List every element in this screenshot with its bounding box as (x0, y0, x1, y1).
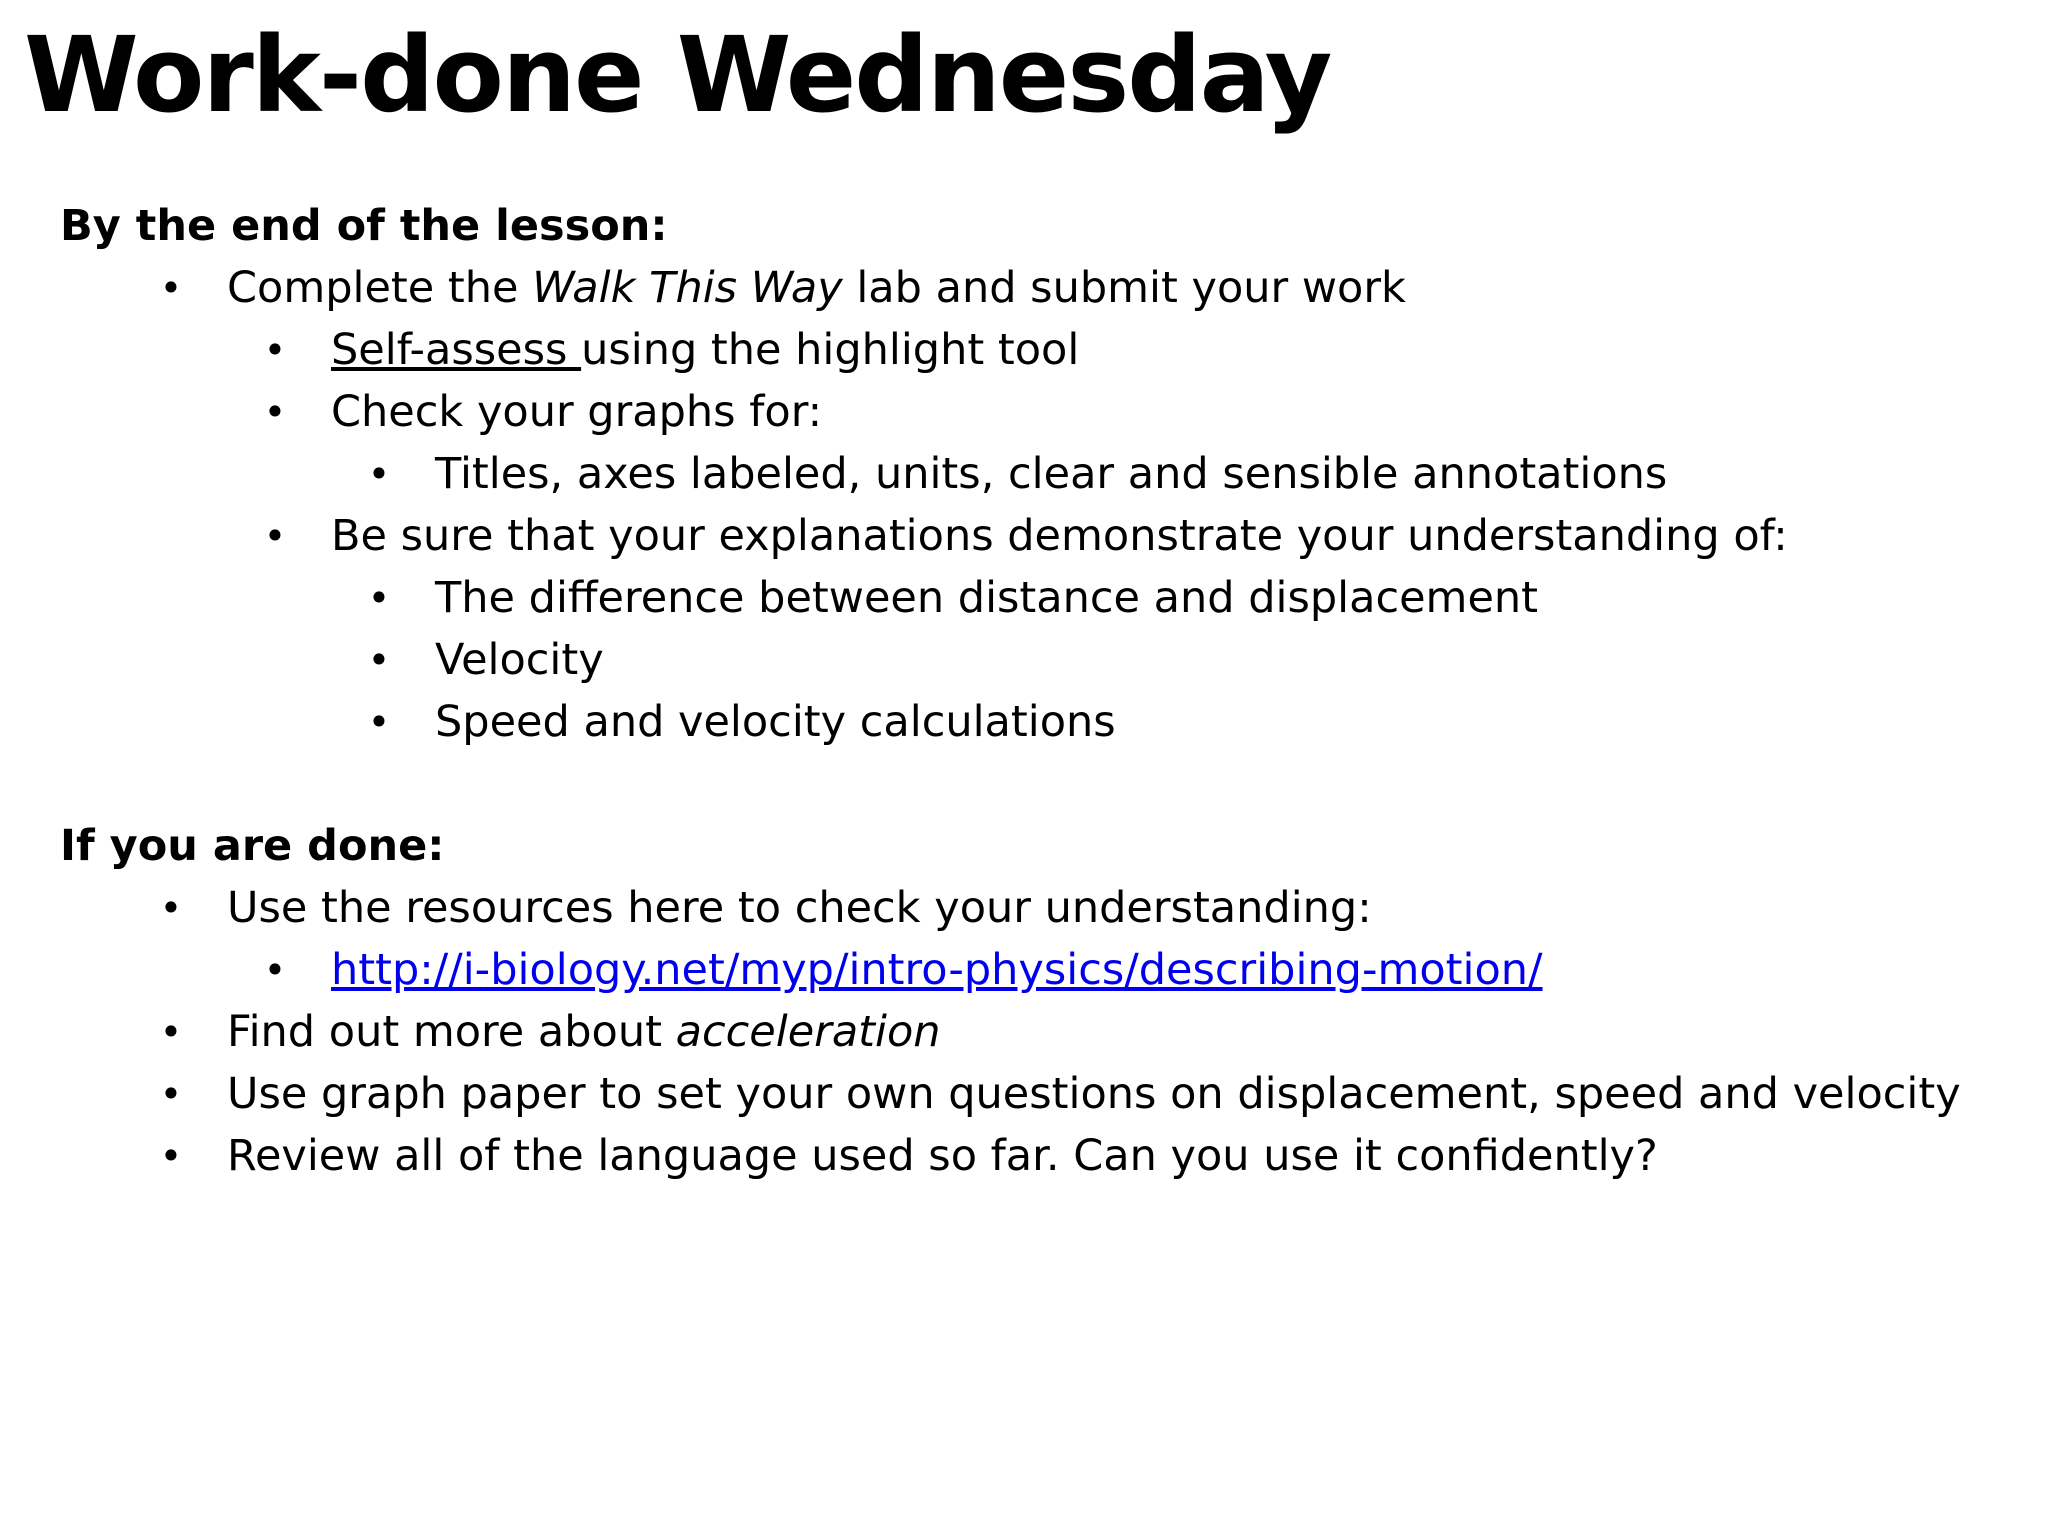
bullet-icon: • (263, 328, 287, 372)
list-item-text: Be sure that your explanations demonstrate your understanding of: (331, 511, 1788, 561)
text-segment: using the highlight tool (581, 325, 1080, 375)
section-heading-done: If you are done: (60, 821, 445, 871)
list-item-text (331, 319, 1079, 381)
slide-title: Work-done Wednesday (24, 14, 1331, 136)
bullet-icon: • (159, 1072, 183, 1116)
list-item-text: The difference between distance and displacement (435, 573, 1539, 623)
resource-link[interactable]: http://i-biology.net/myp/intro-physics/describing-motion/ (331, 945, 1543, 995)
bullet-icon: • (367, 576, 391, 620)
text-segment: lab and submit your work (842, 263, 1406, 313)
list-item-text: Use graph paper to set your own questions on displacement, speed and velocity (227, 1069, 1961, 1119)
bullet-icon: • (159, 1134, 183, 1178)
bullet-icon: • (159, 1010, 183, 1054)
bullet-icon: • (263, 514, 287, 558)
bullet-icon: • (367, 700, 391, 744)
list-item-text: Speed and velocity calculations (435, 697, 1116, 747)
acceleration-term: acceleration (675, 1007, 941, 1057)
list-item-text: Titles, axes labeled, units, clear and sensible annotations (435, 449, 1668, 499)
section-heading-lesson: By the end of the lesson: (60, 201, 668, 251)
bullet-icon: • (263, 948, 287, 992)
bullet-icon: • (159, 886, 183, 930)
bullet-icon: • (367, 452, 391, 496)
list-item-text: Use the resources here to check your understanding: (227, 883, 1372, 933)
lab-name: Walk This Way (532, 263, 843, 313)
list-item-text: Check your graphs for: (331, 387, 823, 437)
list-item-text: Review all of the language used so far. Can you use it confidently? (227, 1131, 1658, 1181)
list-item-text (227, 1001, 941, 1063)
bullet-icon: • (263, 390, 287, 434)
text-segment: Complete the (227, 263, 533, 313)
self-assess-text: Self-assess (331, 325, 582, 375)
list-item-text: Velocity (435, 635, 604, 685)
text-segment: Find out more about (227, 1007, 676, 1057)
list-item-text (227, 257, 1406, 319)
bullet-icon: • (159, 266, 183, 310)
bullet-icon: • (367, 638, 391, 682)
